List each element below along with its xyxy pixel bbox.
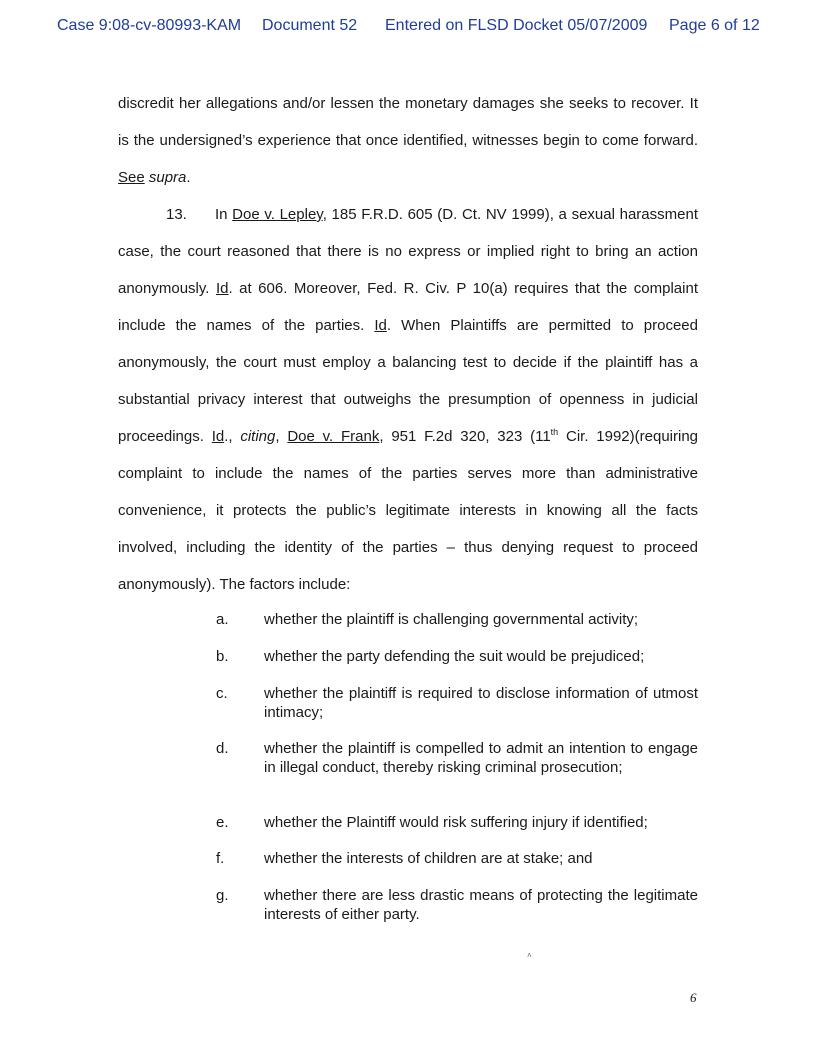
text-run: In [214, 206, 233, 223]
docket-entry-date: Entered on FLSD Docket 05/07/2009 [385, 17, 648, 34]
ordinal-superscript: th [550, 427, 559, 437]
citation-signal: See [118, 169, 145, 186]
document-number: Document 52 [262, 17, 358, 34]
continuation-paragraph [118, 85, 698, 196]
paragraph-number: 13. [166, 206, 187, 223]
id-citation: Id [211, 428, 225, 445]
factor-text: whether the interests of children are at stake; and [264, 850, 593, 867]
text-run: . When Plaintiffs are permitted to proceed anonymously, the court must employ a balancing test to decide if the plaintiff has a substantial privacy interest that outweighs the presumption of openness in judicial proceedings. [118, 317, 698, 445]
text-run: ., [224, 428, 241, 445]
factor-letter: f. [216, 850, 225, 867]
text-run: discredit her allegations and/or lessen the monetary damages she seeks to recover. It is the undersigned’s experience that once identified, witnesses begin to come forward. [118, 95, 698, 149]
factor-letter: g. [216, 887, 229, 904]
text-run: , 951 F.2d 320, 323 (11 [379, 428, 551, 445]
factor-letter: a. [216, 611, 229, 628]
factor-text: whether the plaintiff is compelled to admit an intention to engage in illegal conduct, thereby risking criminal prosecution; [264, 740, 698, 776]
text-run: . at 606. Moreover, Fed. R. Civ. P 10(a) requires that the complaint include the names of the parties. [118, 280, 698, 334]
factor-text: whether the party defending the suit would be prejudiced; [264, 648, 645, 665]
id-citation: Id [374, 317, 387, 334]
factor-letter: e. [216, 814, 229, 831]
factor-letter: d. [216, 740, 229, 757]
page-number: 6 [690, 990, 697, 1005]
case-number: Case 9:08-cv-80993-KAM [57, 17, 242, 34]
text-run: . [186, 169, 191, 186]
text-run: , [275, 428, 288, 445]
factor-text: whether the plaintiff is challenging governmental activity; [264, 611, 639, 628]
factor-text: whether there are less drastic means of protecting the legitimate interests of either party. [264, 887, 698, 923]
scan-speck: ˄ [527, 951, 532, 960]
citing-signal: citing [240, 428, 276, 445]
case-citation: Doe v. Frank [287, 428, 380, 445]
factor-text: whether the Plaintiff would risk suffering injury if identified; [264, 814, 648, 831]
page-of-pages: Page 6 of 12 [669, 17, 760, 34]
paragraph-13 [118, 196, 698, 603]
text-run: Cir. 1992)(requiring complaint to include the names of the parties serves more than administrative convenience, it protects the public’s legitimate interests in knowing all the facts involved, including the identity of the parties – thus denying request to proceed anonymously). The factors include: [118, 428, 699, 593]
text-run: , 185 F.R.D. 605 (D. Ct. NV 1999), a sexual harassment case, the court reasoned that there is no express or implied right to bring an action anonymously. [118, 206, 698, 297]
factor-text: whether the plaintiff is required to disclose information of utmost intimacy; [264, 685, 698, 721]
case-citation: Doe v. Lepley [232, 206, 323, 223]
factor-letter: c. [216, 685, 228, 702]
citation-supra: supra [148, 169, 187, 186]
id-citation: Id [215, 280, 229, 297]
factor-letter: b. [216, 648, 229, 665]
